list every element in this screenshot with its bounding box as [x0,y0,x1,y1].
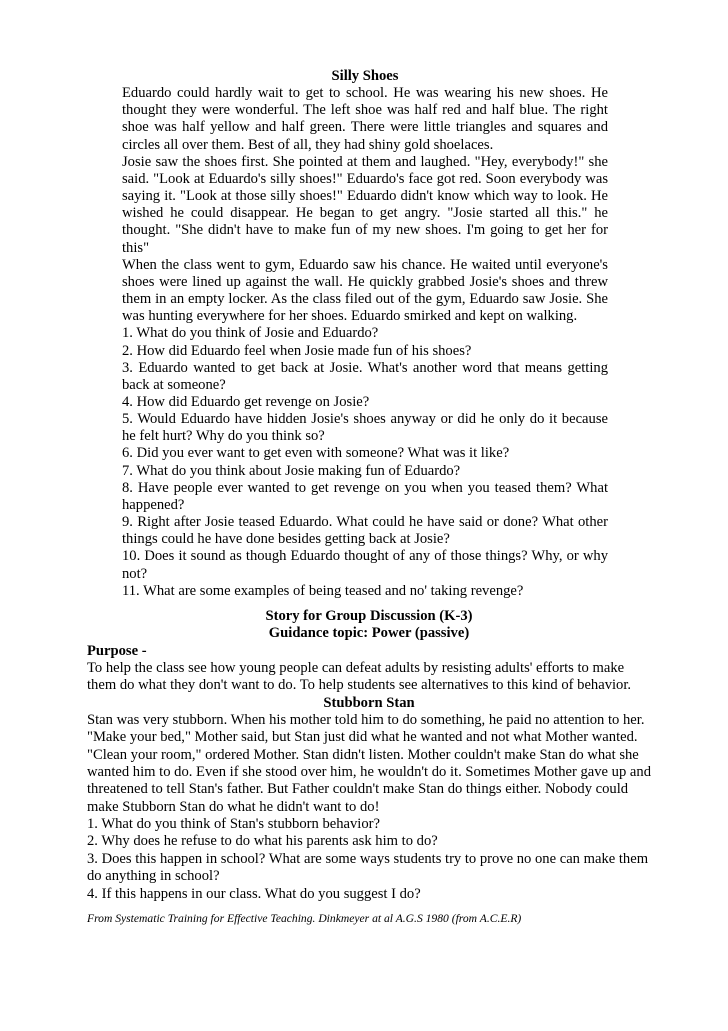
discussion-question: 1. What do you think of Josie and Eduardo? [122,325,379,342]
purpose-text: To help the class see how young people can defeat adults by resisting adults' efforts to make them do what they don't want to do. To help students see alternatives to this kind of behavior. [87,660,632,694]
discussion-question: 1. What do you think of Stan's stubborn behavior? [87,816,380,833]
story-stubborn-stan [87,608,651,903]
discussion-question: 10. Does it sound as though Eduardo thought of any of those things? Why, or why not? [122,548,608,582]
story-title: Silly Shoes [331,68,399,84]
story-title: Stubborn Stan [323,694,415,711]
discussion-question: 2. Why does he refuse to do what his parents ask him to do? [87,833,438,850]
discussion-question: 8. Have people ever wanted to get revenge on you when you teased them? What happened? [122,479,608,513]
source-citation: From Systematic Training for Effective Teaching. Dinkmeyer at al A.G.S 1980 (from A.C.E.R) [87,912,522,925]
guidance-topic: Guidance topic: Power (passive) [268,625,470,642]
discussion-question: 4. If this happens in our class. What do you suggest I do? [87,885,421,902]
story-paragraph: Stan was very stubborn. When his mother told him to do something, he paid no attention to her. "Make your bed," Mother said, but Stan just did what he wanted and not what Mother wanted. "Clean your room," ordered Mother. Stan didn't listen. Mother couldn't make Stan do what she wanted him to do. Even if she stood over him, he wouldn't do it. Sometimes Mother gave up and threatened to tell Stan's father. But Father couldn't make Stan do things either. Nobody could make Stubborn Stan do what he didn't want to do! [87,712,651,815]
section-heading: Story for Group Discussion (K-3) [265,608,473,624]
story-paragraph: When the class went to gym, Eduardo saw his chance. He waited until everyone's shoes were lined up against the wall. He quickly grabbed Josie's shoes and threw them in an empty locker. As the class filed out of the gym, Eduardo saw Josie. She was hunting everywhere for her shoes. Eduardo smirked and kept on walking. [122,256,608,325]
discussion-question: 3. Eduardo wanted to get back at Josie. What's another word that means getting back at someone? [122,359,608,393]
purpose-label: Purpose - [87,642,147,659]
discussion-question: 6. Did you ever want to get even with someone? What was it like? [122,445,510,462]
story-paragraph: Josie saw the shoes first. She pointed at them and laughed. "Hey, everybody!" she said. "Look at Eduardo's silly shoes!" Eduardo's face got red. Soon everybody was saying it. "Look at those silly shoes!" Eduardo didn't know which way to look. He wished he could disappear. He began to get angry. "Josie started all this." he thought. "She didn't have to make fun of my new shoes. I'm going to get her for this" [122,153,608,256]
discussion-question: 5. Would Eduardo have hidden Josie's shoes anyway or did he only do it because he felt hurt? Why do you think so? [122,411,608,445]
discussion-question: 2. How did Eduardo feel when Josie made fun of his shoes? [122,342,472,359]
story-paragraph: Eduardo could hardly wait to get to school. He was wearing his new shoes. He thought they were wonderful. The left shoe was half red and half blue. The right shoe was half yellow and half green. There were little triangles and squares and circles all over them. Best of all, they had shiny gold shoelaces. [122,85,608,153]
discussion-question: 7. What do you think about Josie making fun of Eduardo? [122,462,461,479]
discussion-question: 11. What are some examples of being teased and no' taking revenge? [122,582,524,599]
discussion-question: 3. Does this happen in school? What are some ways students try to prove no one can make them do anything in school? [87,850,649,885]
discussion-question: 4. How did Eduardo get revenge on Josie? [122,393,370,410]
discussion-question: 9. Right after Josie teased Eduardo. What could he have said or done? What other things could he have done besides getting back at Josie? [122,514,608,548]
story-silly-shoes [122,68,608,600]
